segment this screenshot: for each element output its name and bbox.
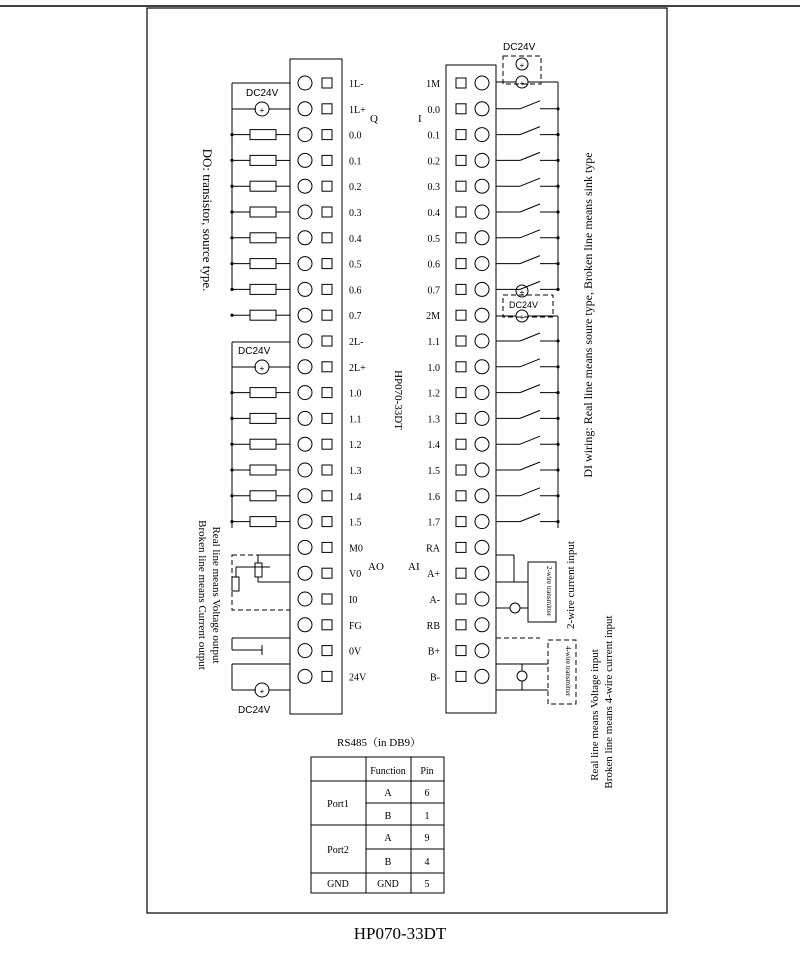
right-terminal-screw (475, 669, 489, 683)
di-switch-circuits (496, 101, 560, 523)
svg-text:+: + (519, 313, 525, 322)
left-terminal-led (322, 310, 332, 320)
do-load-circuits (230, 130, 290, 527)
right-terminal-label: 1.0 (427, 362, 440, 374)
right-terminal-screw (475, 308, 489, 322)
right-terminal-led (456, 181, 466, 191)
dc24v-label-4: DC24V (503, 42, 536, 53)
left-terminal-led (322, 362, 332, 372)
svg-text:+: + (259, 106, 265, 115)
dc24v-label-1: DC24V (246, 88, 279, 99)
right-terminal-led (456, 620, 466, 630)
left-terminal-led (322, 439, 332, 449)
right-terminal-screw (475, 489, 489, 503)
figure-caption: HP070-33DT (353, 924, 447, 943)
left-terminal-screw (298, 102, 312, 116)
left-terminal-led (322, 568, 332, 578)
di-supply-1 (496, 42, 558, 290)
dc24v-label-5: DC24V (509, 300, 539, 310)
input-switch (520, 410, 540, 418)
input-switch (520, 462, 540, 470)
left-terminal-screw (298, 231, 312, 245)
ao-note-2: Broken line means Current output (196, 520, 208, 670)
left-terminal-screw (298, 308, 312, 322)
left-terminal-screw (298, 644, 312, 658)
input-switch (520, 101, 540, 109)
left-terminal-screw (298, 669, 312, 683)
dc24v-label-2: DC24V (238, 346, 271, 357)
rs485-port1: Port1 (327, 799, 349, 810)
right-terminal-screw (475, 257, 489, 271)
right-terminal-led (456, 78, 466, 88)
right-terminal-label: 1.2 (427, 388, 440, 400)
load-resistor (250, 310, 276, 320)
ai-note-2: Broken line means 4-wire current input (603, 615, 615, 789)
right-terminal-screw (475, 618, 489, 632)
left-terminal-led (322, 207, 332, 217)
load-resistor (250, 155, 276, 165)
load-resistor (250, 491, 276, 501)
left-terminal-screw (298, 76, 312, 90)
ao-label: AO (368, 561, 384, 573)
right-terminal-screw (475, 153, 489, 167)
left-terminal-led (322, 388, 332, 398)
right-terminal-label: 1.5 (427, 466, 440, 477)
left-terminal-led (322, 181, 332, 191)
right-terminal-screw (475, 360, 489, 374)
right-terminal-label: 2M (426, 311, 440, 323)
left-terminal-led (322, 233, 332, 243)
rs485-pin-1: 1 (424, 811, 430, 822)
left-terminal-label: 1L+ (349, 104, 366, 116)
left-terminal-label: 1.2 (349, 440, 362, 452)
svg-text:+: + (259, 364, 265, 373)
input-switch (520, 127, 540, 135)
right-terminal-led (456, 388, 466, 398)
left-terminal-led (322, 259, 332, 269)
do-supply-2 (232, 342, 290, 528)
left-terminal-label: FG (349, 620, 362, 632)
right-terminal-screw (475, 515, 489, 529)
left-terminal-label: 0.2 (349, 182, 362, 194)
right-terminal-led (456, 465, 466, 475)
right-terminal-screw (475, 282, 489, 296)
left-terminal-label: 1.5 (349, 517, 362, 529)
left-terminal-label: 2L+ (349, 362, 366, 374)
left-terminal-label: 0.3 (349, 208, 362, 219)
right-terminal-screw (475, 231, 489, 245)
right-terminal-led (456, 491, 466, 501)
right-terminal-label: 0.2 (427, 156, 440, 168)
right-terminal-led (456, 207, 466, 217)
load-resistor (250, 388, 276, 398)
right-terminal-label: 1.7 (427, 517, 440, 529)
right-terminal-screw (475, 437, 489, 451)
left-terminal-led (322, 413, 332, 423)
rs485-gnd: GND (327, 879, 349, 890)
right-terminal-led (456, 259, 466, 269)
rs485-fn-4: GND (377, 879, 399, 890)
ao-circuit (232, 555, 290, 610)
right-terminal-label: 1.3 (427, 414, 440, 426)
ai-4wire-circuit (496, 638, 576, 704)
left-terminal-label: 0V (349, 646, 362, 658)
input-switch (520, 333, 540, 341)
left-terminal-led (322, 517, 332, 527)
left-terminal-label: 2L- (349, 337, 364, 348)
left-terminal-label: 1L- (349, 79, 364, 90)
rs485-title: RS485（in DB9） (337, 737, 422, 749)
right-terminal-led (456, 336, 466, 346)
left-terminal-label: 0.1 (349, 156, 362, 168)
rs485-fn-1: B (384, 811, 392, 822)
right-terminal-label: 0.6 (427, 259, 440, 271)
left-terminal-label: 1.4 (349, 491, 362, 503)
right-terminal-screw (475, 76, 489, 90)
right-terminal-screw (475, 386, 489, 400)
left-terminal-screw (298, 386, 312, 400)
right-terminal-label: 0.4 (427, 208, 440, 219)
input-switch (520, 488, 540, 496)
load-resistor (250, 413, 276, 423)
ai-2wire-circuit (496, 555, 556, 622)
right-terminal-led (456, 284, 466, 294)
load-resistor (250, 259, 276, 269)
left-terminal-led (322, 542, 332, 552)
load-resistor (250, 233, 276, 243)
ai-label: AI (408, 561, 420, 573)
left-terminal-screw (298, 128, 312, 142)
input-switch (520, 204, 540, 212)
rs485-header-pin: Pin (420, 766, 434, 777)
left-terminal-led (322, 155, 332, 165)
right-terminal-led (456, 233, 466, 243)
left-terminal-label: V0 (349, 569, 362, 581)
input-switch (520, 385, 540, 393)
right-terminal-screw (475, 566, 489, 580)
svg-text:+: + (519, 288, 525, 297)
input-switch (520, 256, 540, 264)
load-resistor (250, 439, 276, 449)
right-terminal-led (456, 104, 466, 114)
right-terminal-label: 0.7 (427, 285, 440, 297)
right-terminal-label: 0.5 (427, 233, 440, 245)
left-terminal-screw (298, 360, 312, 374)
left-terminal-led (322, 336, 332, 346)
rs485-pin-2: 9 (424, 833, 430, 844)
right-terminal-label: A+ (427, 569, 440, 581)
rs485-fn-2: A (384, 833, 392, 844)
right-terminal-led (456, 568, 466, 578)
left-terminal-label: 0.0 (349, 130, 362, 142)
right-terminal-label: 0.0 (427, 104, 440, 116)
right-terminal-screw (475, 128, 489, 142)
left-terminal-led (322, 465, 332, 475)
input-switch (520, 359, 540, 367)
left-terminal-screw (298, 411, 312, 425)
left-terminal-led (322, 671, 332, 681)
left-terminal-screw (298, 257, 312, 271)
right-terminal-screw (475, 179, 489, 193)
rs485-header-function: Function (370, 766, 406, 777)
model-label: HP070-33DT (392, 370, 404, 430)
right-terminal-label: 1.6 (427, 491, 440, 503)
right-terminal-screw (475, 644, 489, 658)
transmitter-2wire-label: 2-wire transmitter (545, 566, 553, 617)
right-terminal-rows (426, 76, 489, 683)
left-terminal-label: 1.1 (349, 414, 362, 426)
left-terminal-screw (298, 489, 312, 503)
left-terminal-label: 0.7 (349, 311, 362, 323)
right-terminal-screw (475, 592, 489, 606)
left-terminal-led (322, 130, 332, 140)
load-resistor (250, 465, 276, 475)
right-terminal-led (456, 542, 466, 552)
left-terminal-screw (298, 566, 312, 580)
load-resistor (250, 517, 276, 527)
svg-text:+: + (519, 79, 525, 88)
right-terminal-label: B+ (427, 646, 440, 658)
right-terminal-label: 0.1 (427, 130, 440, 142)
left-terminal-label: 1.0 (349, 388, 362, 400)
left-terminal-block (290, 59, 342, 714)
svg-text:+: + (519, 61, 525, 70)
right-terminal-label: A- (429, 595, 440, 606)
rs485-pin-3: 4 (424, 857, 430, 868)
left-terminal-led (322, 594, 332, 604)
left-terminal-screw (298, 618, 312, 632)
right-terminal-screw (475, 540, 489, 554)
rs485-pin-0: 6 (424, 788, 430, 799)
input-switch (520, 152, 540, 160)
do-note: DO: transistor, source type. (200, 148, 215, 292)
input-switch (520, 230, 540, 238)
left-terminal-led (322, 78, 332, 88)
right-terminal-led (456, 517, 466, 527)
dc24v-label-3: DC24V (238, 705, 271, 716)
left-terminal-rows (298, 76, 367, 683)
svg-text:+: + (259, 687, 265, 696)
fg-ground (232, 638, 290, 655)
left-terminal-screw (298, 592, 312, 606)
load-resistor (250, 284, 276, 294)
right-terminal-label: 1.4 (427, 440, 440, 452)
right-terminal-label: 1.1 (427, 337, 440, 348)
left-terminal-screw (298, 334, 312, 348)
left-terminal-screw (298, 205, 312, 219)
right-terminal-screw (475, 205, 489, 219)
left-terminal-screw (298, 515, 312, 529)
right-terminal-led (456, 310, 466, 320)
ao-note-1: Real line means Voltage output (210, 526, 222, 664)
right-terminal-screw (475, 102, 489, 116)
input-switch (520, 436, 540, 444)
load-resistor (250, 207, 276, 217)
rs485-fn-3: B (384, 857, 392, 868)
right-terminal-led (456, 594, 466, 604)
di-note: DI wiring: Real line means soure type, Broken line means sink type (581, 152, 595, 478)
left-terminal-label: 0.6 (349, 285, 362, 297)
left-terminal-led (322, 491, 332, 501)
right-terminal-label: 1M (426, 79, 440, 90)
right-terminal-label: RA (426, 543, 440, 555)
left-terminal-screw (298, 282, 312, 296)
right-terminal-label: RB (426, 620, 440, 632)
load-resistor (250, 130, 276, 140)
right-terminal-screw (475, 334, 489, 348)
left-terminal-led (322, 104, 332, 114)
right-terminal-led (456, 646, 466, 656)
right-terminal-led (456, 413, 466, 423)
left-terminal-screw (298, 437, 312, 451)
left-terminal-led (322, 284, 332, 294)
right-terminal-screw (475, 463, 489, 477)
left-terminal-screw (298, 540, 312, 554)
left-terminal-screw (298, 153, 312, 167)
input-switch (520, 514, 540, 522)
rs485-fn-0: A (384, 788, 392, 799)
rs485-table (311, 757, 444, 893)
right-terminal-led (456, 155, 466, 165)
right-terminal-screw (475, 411, 489, 425)
left-terminal-led (322, 620, 332, 630)
left-terminal-led (322, 646, 332, 656)
right-terminal-label: 0.3 (427, 182, 440, 194)
left-terminal-label: M0 (349, 543, 363, 555)
left-terminal-label: 1.3 (349, 466, 362, 477)
di-supply-2 (496, 285, 558, 528)
right-terminal-led (456, 130, 466, 140)
left-terminal-label: 0.5 (349, 259, 362, 271)
load-resistor (250, 181, 276, 191)
left-terminal-label: I0 (349, 595, 358, 606)
rs485-port2: Port2 (327, 845, 349, 856)
ai-2wire-note: 2-wire current input (565, 541, 577, 629)
left-terminal-screw (298, 463, 312, 477)
right-terminal-led (456, 671, 466, 681)
right-terminal-led (456, 439, 466, 449)
q-label: Q (370, 113, 378, 125)
left-terminal-screw (298, 179, 312, 193)
rs485-pin-4: 5 (424, 879, 430, 890)
i-label: I (418, 113, 422, 125)
power-supply (232, 664, 290, 716)
left-terminal-label: 0.4 (349, 233, 362, 245)
input-switch (520, 178, 540, 186)
left-terminal-label: 24V (349, 672, 367, 684)
right-terminal-led (456, 362, 466, 372)
right-terminal-label: B- (430, 672, 440, 684)
ai-note-1: Real line means Voltage input (589, 649, 601, 781)
transmitter-4wire-label: 4-wire transmitter (564, 646, 572, 697)
